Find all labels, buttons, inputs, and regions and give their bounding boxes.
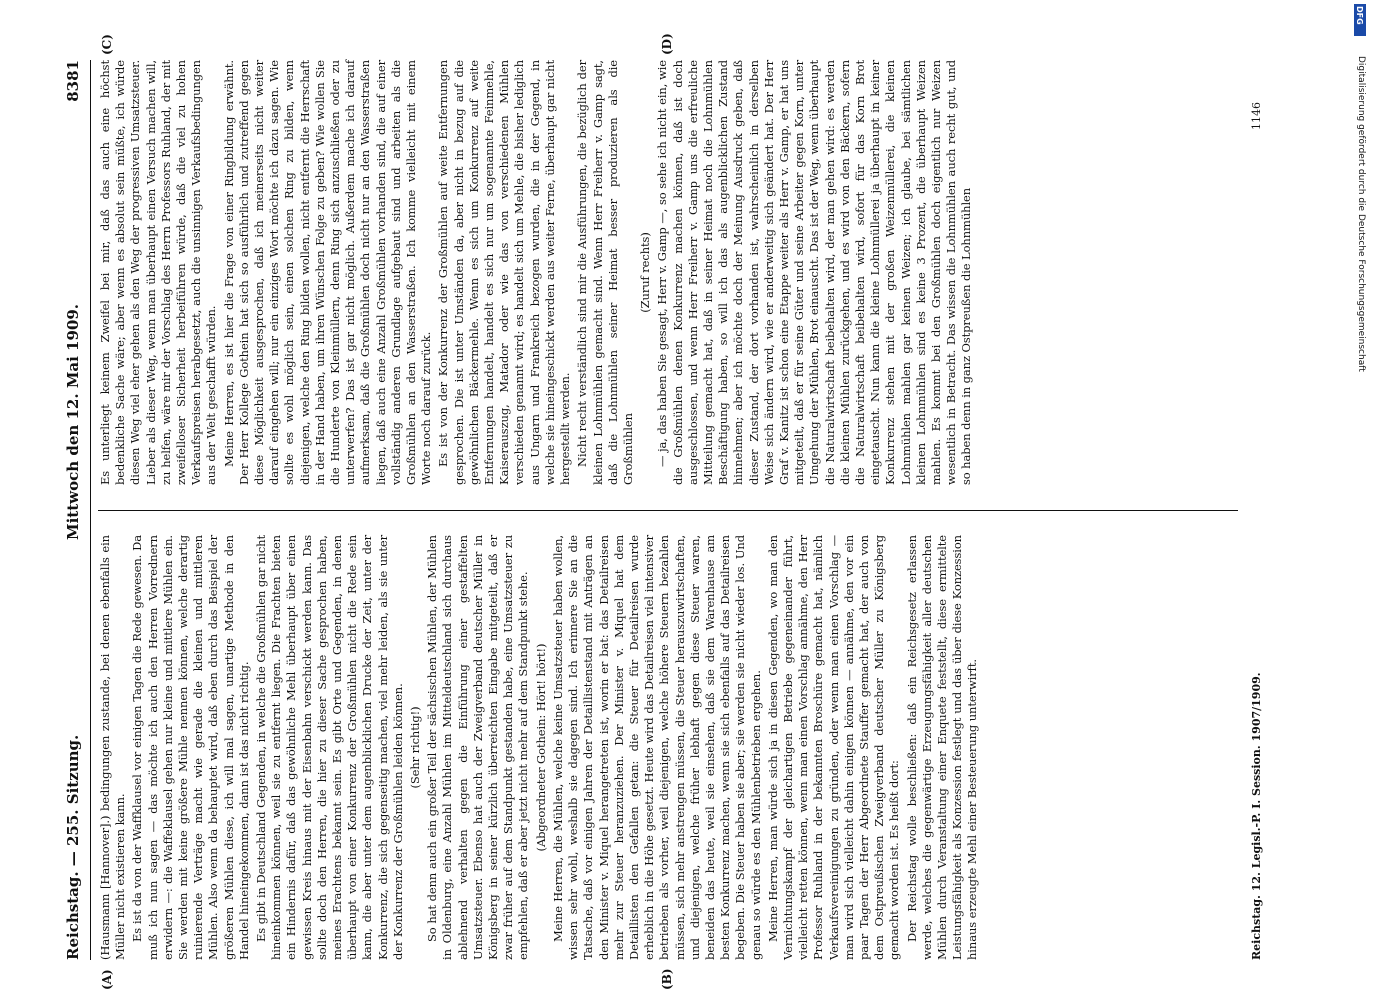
left-column bbox=[98, 535, 983, 960]
paragraph: Es ist von der Konkurrenz der Großmühlen auf weite Entfernungen gesprochen. Die ist unter Umständen da, aber nicht in bezug auf die gewöhnlichen Bäckermehle. Wenn es sich um Konkurrenz auf weite Entfernungen handelt, handelt es sich nur um sogenannte Feinmehle, Kaiserauszug, Matador oder wie das von verschiedenen Mühlen verschieden genannt wird; es handelt sich um Mehle, die bisher lediglich aus Ungarn und Frankreich bezogen wurden, die in der Gegend, in welche sie hineingeschickt werden aus weiter Ferne, überhaupt gar nicht hergestellt werden. bbox=[436, 60, 573, 485]
paragraph: (Hausmann [Hannover].) bedingungen zustande, bei denen ebenfalls ein Müller nicht existieren kann. bbox=[98, 535, 128, 960]
margin-mark-a: (A) bbox=[100, 969, 114, 990]
margin-mark-b: (B) bbox=[660, 968, 674, 990]
digitization-note-text: Digitalisierung gefördert durch die Deutsche Forschungsgemeinschaft bbox=[1356, 56, 1366, 372]
paragraph: Meine Herren, man würde sich ja in diesen Gegenden, wo man den Vernichtungskampf der gleichartigen Betriebe gegeneinander führt, vielleicht retten können, wenn man einen Vorschlag annähme, den Herr Professor Ruhland in der bekannten Broschüre gemacht hat, nämlich Verkaufsvereinigungen zu gründen, oder wenn man einen Vorschlag — man wird sich vielleicht dahin einigen können — annähme, den vor ein paar Tagen der Herr Abgeordnete Stauffer gemacht hat, der auch von dem Ostpreußischen Zweigverband deutscher Müller zu Königsberg gemacht worden ist. Es heißt dort: bbox=[765, 535, 902, 960]
right-column bbox=[98, 60, 977, 485]
interjection: (Zuruf rechts) bbox=[638, 232, 653, 313]
page-header bbox=[60, 60, 88, 960]
paragraph: Es ist da von der Waffklausel vor einigen Tagen die Rede gewesen. Da muß ich nun sagen — das möchte ich auch den Herren Vorrednern erwidern —: die Waffeklausel gehen nur kleine und mittlere Mühlen ein. Sie werden mit keine größere Mühle nennen können, welche derartig ruinierende Verträge macht wie gerade die kleinen und mittleren Mühlen. Also wenn da behauptet wird, daß eben durch das Beispiel der größeren Mühlen diese, ich will mal sagen, unartige Methode in den Handel hineingekommen, dann ist das nicht richtig. bbox=[130, 535, 251, 960]
footer-sheet-number: 1146 bbox=[1250, 102, 1263, 130]
paragraph: So hat denn auch ein großer Teil der sächsischen Mühlen, der Mühlen in Oldenburg, eine Anzahl Mühlen im Mitteldeutschland sich durchaus ablehnend verhalten gegen die Einführung einer gestaffelten Umsatzsteuer. Ebenso hat auch der Zweigverband deutscher Müller in Königsberg in seiner kürzlich überreichten Eingabe mitgeteilt, daß er zwar früher auf dem Standpunkt gestanden habe, eine Umsatzsteuer zu empfehlen, daß er aber jetzt nicht mehr auf dem Standpunkt stehe. bbox=[425, 535, 531, 960]
rotated-page-content bbox=[60, 33, 1340, 990]
header-rule bbox=[90, 60, 91, 960]
margin-mark-d: (D) bbox=[660, 33, 674, 55]
footer-session: Reichstag. 12. Legisl.-P. I. Session. 1907/1909. bbox=[1250, 672, 1263, 960]
paragraph: — ja, das haben Sie gesagt, Herr v. Gamp —, so sehe ich nicht ein, wie die Großmühlen denen Konkurrenz machen können, daß ist doch ausgeschlossen, und wenn Herr Freiherr v. Gamp uns die erfreuliche Mitteilung gemacht hat, daß in seiner Heimat noch die Lohnmühlen Beschäftigung haben, so will ich das als augenblicklichen Zustand hinnehmen; aber ich möchte doch der Meinung Ausdruck geben, daß dieser Zustand, der dort vorhanden ist, wahrscheinlich in derselben Weise sich ändern wird, wie er anderweitig sich geändert hat. Der Herr Graf v. Kanitz ist schon eine Etappe weiter als Herr v. Gamp, er hat uns mitgeteilt, daß er für seine Güter und seine Arbeiter gegen Korn, unter Umgehung der Mühlen, Brot einauscht. Das ist der Weg, wenn überhaupt die Naturalwirtschaft beibehalten wird, der man gehen wird: es werden die kleinen Mühlen zurückgehen, und es wird von den Bäckern, sofern die Naturalwirtschaft beibehalten wird, sofort für das Korn Brot eingetauscht. Nun kann die kleine Lohnmüllerei ja überhaupt in keiner Konkurrenz stehen mit der großen Weizenmüllerei, die kleinen Lohnmühlen mahlen gar keinen Weizen; ich glaube, bei sämtlichen kleinen Lohnmühlen sind es keine 3 Prozent, die überhaupt Weizen mahlen. Es kommt bei den Großmühlen doch eigentlich nur Weizen wesentlich in Betracht. Das wissen die Lohnmühlen auch recht gut, und so haben denn in ganz Ostpreußen die Lohnmühlen bbox=[655, 60, 974, 485]
paragraph: Nicht recht verständlich sind mir die Ausführungen, die bezüglich der kleinen Lohnmühlen gemacht sind. Wenn Herr Freiherr v. Gamp sagt, daß die Lohnmühlen seiner Heimat besser produzieren als die Großmühlen bbox=[575, 60, 635, 485]
paragraph: Es unterliegt keinem Zweifel bei mir, daß das auch eine höchst bedenkliche Sache wäre; aber wenn es absolut sein müßte, ich würde diesen Weg viel eher gehen als den Weg der progressiven Umsatzsteuer. Lieber als dieser Weg, wenn man überhaupt einen Versuch machen will, zu helfen, wäre mir der Vorschlag des Herrn Professors Ruhland, der mit zweifelloser Sicherheit herbeiführen würde, daß die viel zu hohen Verkaufspreisen herabgesetzt, auch die unsinnigen Verkaufsbedingungen aus der Welt geschafft würden. bbox=[98, 60, 219, 485]
paragraph: Meine Herren, die Mühlen, welche keine Umsatzsteuer haben wollen, wissen sehr wohl, weshalb sie dagegen sind. Ich erinnere Sie an die Tatsache, daß vor einigen Jahren der Detaillistenstand mit Anträgen an den Minister v. Miquel herangetreten ist, worin er bat: das Detailreisen mehr zur Steuer heranzuziehen. Der Minister v. Miquel hat dem Detaillisten den Gefallen getan: die Steuer für Detailreisen wurde erheblich in die Höhe gesetzt. Heute wird das Detailreisen viel intensiver betrieben als vorher, weil diejenigen, welche höhere Steuern bezahlen müssen, sich mehr anstrengen müssen, die Steuer herauszuwirtschaften, und diejenigen, welche früher lebhaft gegen diese Steuer waren, beneiden das heute, weil sie einsehen, daß sie dem Warenhause am besten Konkurrenz machen, wenn sie sich ebenfalls auf das Detailreisen begeben. Die Steuer haben sie aber; sie werden sie nicht wieder los. Und genau so würde es den Mühlenbetrieben ergehen. bbox=[550, 535, 763, 960]
header-page-number: 8381 bbox=[64, 60, 82, 102]
paragraph: Es gibt in Deutschland Gegenden, in welche die Großmühlen gar nicht hineinkommen können, weil sie zu entfernt liegen. Die Frachten bieten ein Hindernis dafür, daß das gewöhnliche Mehl überhaupt über einen gewissen Kreis hinaus mit der Eisenbahn verschickt werden kann. Das sollte doch den Herren, die hier zu dieser Sache gesprochen haben, meines Erachtens bekannt sein. Es gibt Orte und Gegenden, in denen überhaupt von einer Konkurrenz der Großmühlen nicht die Rede sein kann, die aber unter dem augenblicklichen Drucke der Zeit, unter der Konkurrenz, die sich gegenseitig machen, viel mehr leiden, als sie unter der Konkurrenz der Großmühlen leiden können. bbox=[254, 535, 405, 960]
interjection: (Abgeordneter Gothein: Hört! hört!) bbox=[533, 643, 548, 852]
dfg-badge-text: DFG bbox=[1355, 6, 1364, 25]
header-date: Mittwoch den 12. Mai 1909. bbox=[64, 303, 82, 540]
paragraph: Meine Herren, es ist hier die Frage von einer Ringbildung erwähnt. Der Herr Kollege Gothein hat sich so ausführlich und zutreffend gegen diese Möglichkeit ausgesprochen, daß ich meinerseits nicht weiter darauf eingehen will; nur ein einziges Wort möchte ich dazu sagen. Wie sollte es wohl möglich sein, einen solchen Ring zu bilden, wenn diejenigen, welche den Ring bilden wollen, nicht entfernt die Herrschaft in der Hand haben, um ihren Wünschen Folge zu geben? Wie wollen Sie die Hunderte von Kleinmüllern, denn Ring sich anzuschließen oder zu unterwerfen? Das ist gar nicht möglich. Außerdem mache ich darauf aufmerksam, daß die Großmühlen doch nicht nur an den Wasserstraßen liegen, daß auch eine Anzahl Großmühlen vorhanden sind, die auf einer vollständig anderen Grundlage aufgebaut sind und arbeiten als die Großmühlen an den Wasserstraßen. Ich komme vielleicht mit einem Worte noch darauf zurück. bbox=[221, 60, 434, 485]
paragraph: Der Reichstag wolle beschließen: daß ein Reichsgesetz erlassen werde, welches die gegenwärtige Erzeugungsfähigkeit aller deutschen Mühlen durch Veranstaltung einer Enquete feststellt, diese ermittelte Leistungsfähigkeit als Konzession festlegt und das über diese Konzession hinaus erzeugte Mehl einer Besteuerung unterwirft. bbox=[904, 535, 980, 960]
interjection: (Sehr richtig!) bbox=[408, 706, 423, 789]
digitization-note bbox=[1352, 16, 1370, 976]
margin-mark-c: (C) bbox=[100, 34, 114, 55]
column-separator bbox=[98, 510, 1238, 511]
header-session: Reichstag. — 255. Sitzung. bbox=[64, 734, 82, 960]
